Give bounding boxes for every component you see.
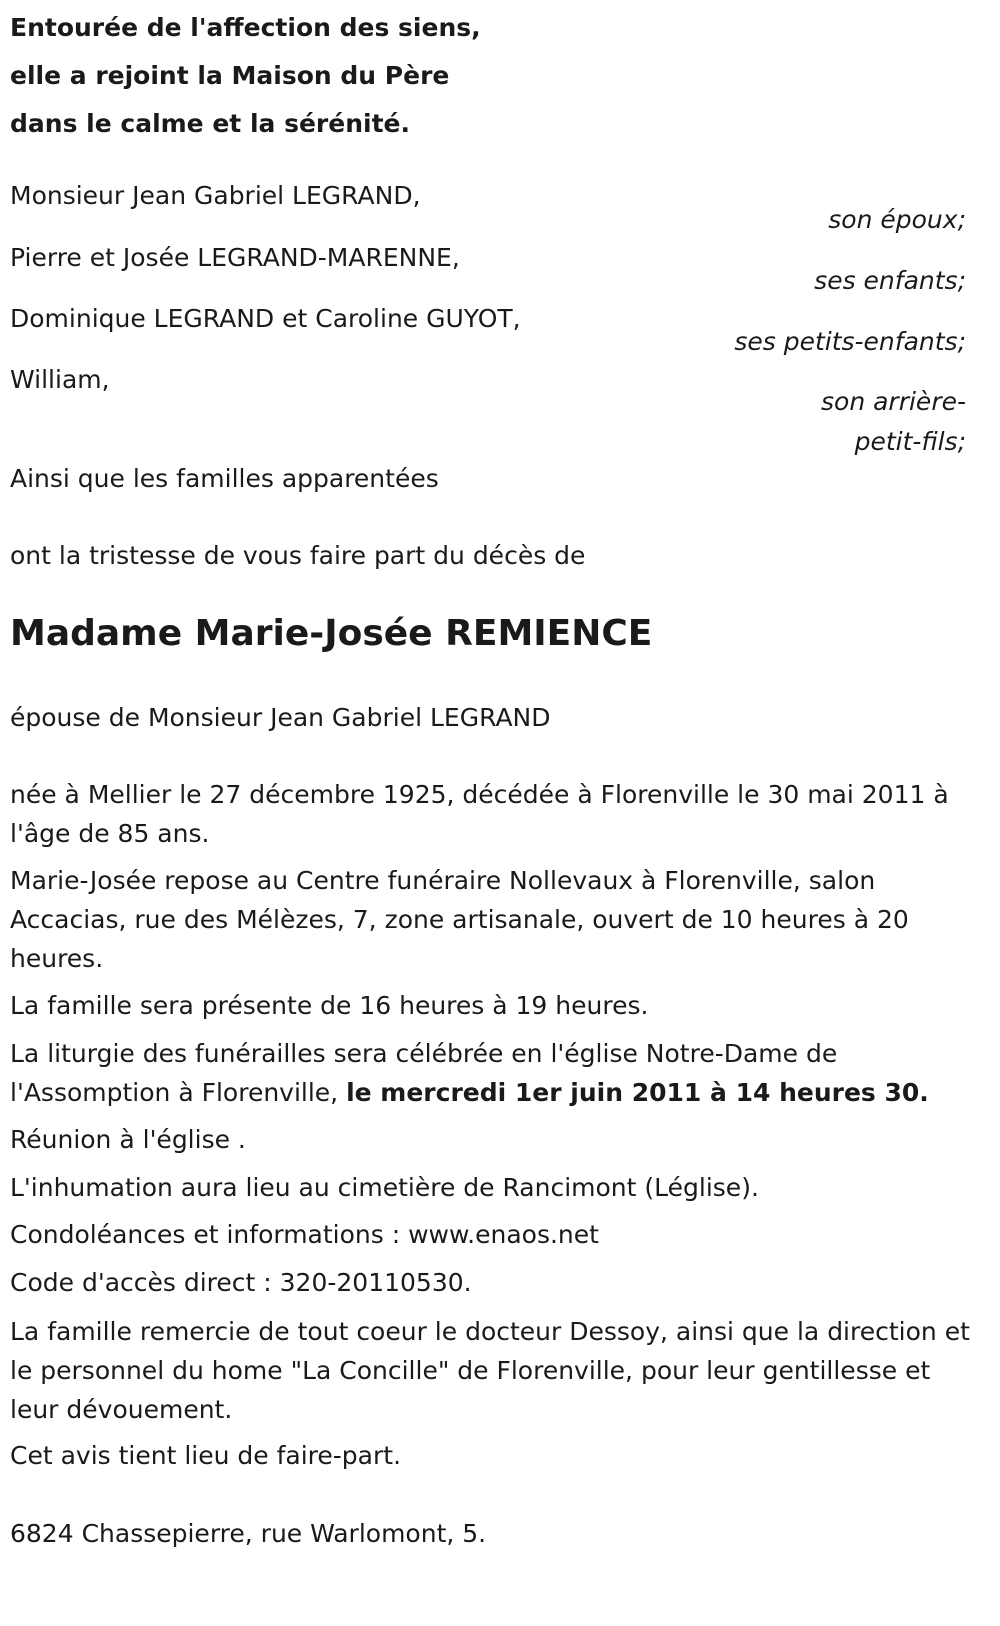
family-member-name: Pierre et Josée LEGRAND-MARENNE, <box>10 243 460 272</box>
address: 6824 Chassepierre, rue Warlomont, 5. <box>10 1519 487 1548</box>
condolences-paragraph: Condoléances et informations : www.enaos.net <box>10 1220 599 1249</box>
meeting-paragraph: Réunion à l'église . <box>10 1125 246 1154</box>
intro-line: dans le calme et la sérénité. <box>10 109 410 138</box>
family-member-name: Dominique LEGRAND et Caroline GUYOT, <box>10 304 521 333</box>
announcement: ont la tristesse de vous faire part du décès de <box>10 541 586 570</box>
family-member-role: ses enfants; <box>814 266 966 295</box>
liturgy-date: le mercredi 1er juin 2011 à 14 heures 30. <box>346 1078 929 1107</box>
family-member-role: son époux; <box>828 205 966 234</box>
thanks-paragraph: La famille remercie de tout coeur le docteur Dessoy, ainsi que la direction et le personnel du home "La Concille" de Florenville, pour leur gentillesse et leur dévouement. <box>10 1317 970 1424</box>
family-member-name: William, <box>10 365 110 394</box>
rest-paragraph: Marie-Josée repose au Centre funéraire Nollevaux à Florenville, salon Accacias, rue des Mélèzes, 7, zone artisanale, ouvert de 10 heures à 20 heures. <box>10 866 909 973</box>
family-member-name: Monsieur Jean Gabriel LEGRAND, <box>10 181 421 210</box>
family-member-role <box>821 382 966 462</box>
access-code-paragraph: Code d'accès direct : 320-20110530. <box>10 1268 472 1297</box>
family-member-role: ses petits-enfants; <box>734 327 966 356</box>
intro-line: Entourée de l'affection des siens, <box>10 13 481 42</box>
related-families: Ainsi que les familles apparentées <box>10 464 439 493</box>
deceased-name: Madame Marie-Josée REMIENCE <box>10 613 653 654</box>
intro-line: elle a rejoint la Maison du Père <box>10 61 450 90</box>
role-line: son arrière- <box>821 387 966 416</box>
presence-paragraph: La famille sera présente de 16 heures à 19 heures. <box>10 991 649 1020</box>
burial-paragraph: L'inhumation aura lieu au cimetière de Rancimont (Léglise). <box>10 1173 759 1202</box>
notice-paragraph: Cet avis tient lieu de faire-part. <box>10 1441 402 1470</box>
role-line: petit-fils; <box>854 427 966 456</box>
liturgy-text: La liturgie des funérailles sera célébrée en l'église Notre-Dame de l'Assomption à Florenville, <box>10 1039 838 1107</box>
spouse-line: épouse de Monsieur Jean Gabriel LEGRAND <box>10 703 551 732</box>
intro-verse <box>10 4 481 148</box>
liturgy-paragraph <box>10 1034 985 1112</box>
birth-death-paragraph: née à Mellier le 27 décembre 1925, décédée à Florenville le 30 mai 2011 à l'âge de 85 ans. <box>10 780 949 848</box>
